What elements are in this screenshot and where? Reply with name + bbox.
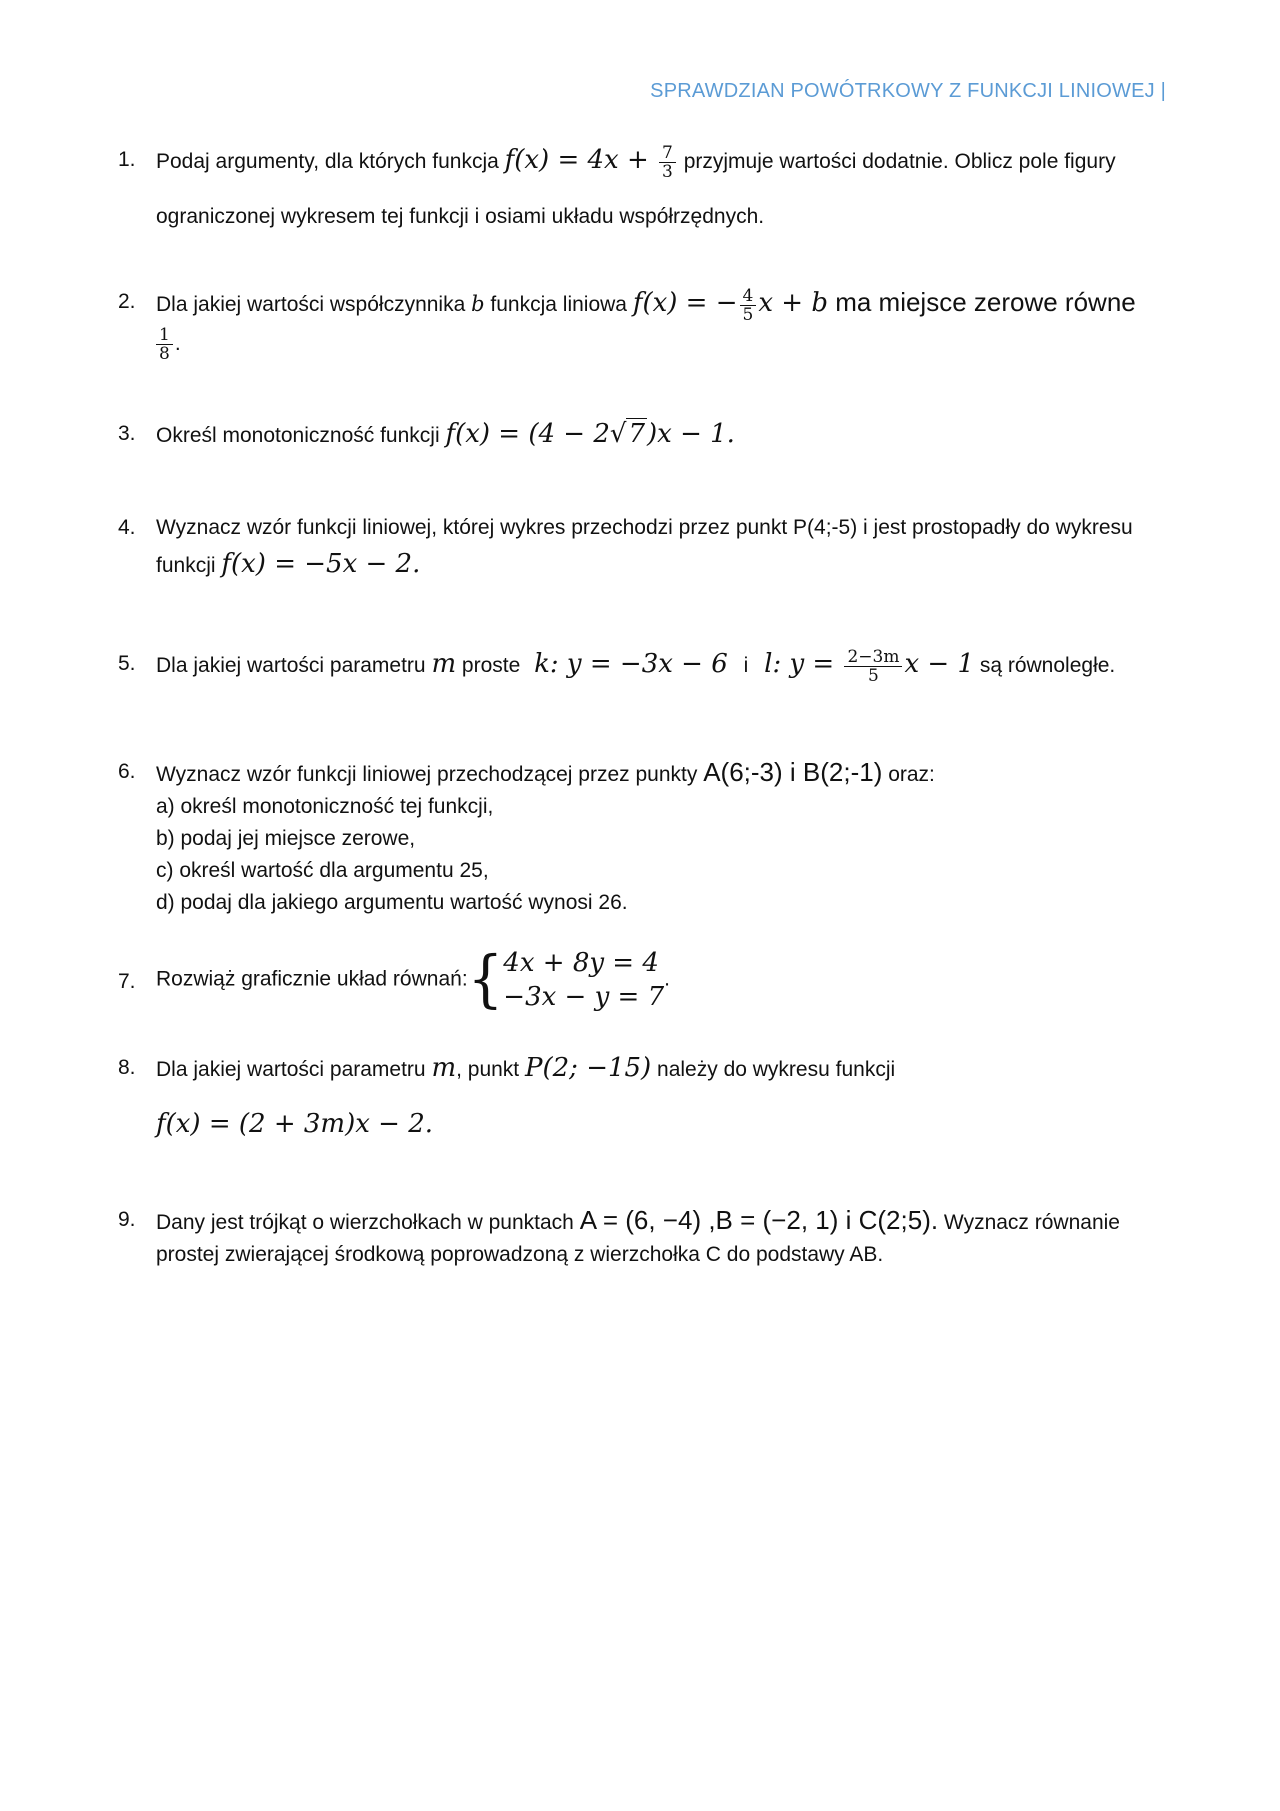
task-text: ograniczonej wykresem tej funkcji i osiami układu współrzędnych.: [156, 205, 765, 228]
formula: f(x) = −: [632, 288, 738, 318]
task-text: ma miejsce zerowe równe: [827, 287, 1136, 317]
formula: f(x) = (4 − 2√: [445, 419, 627, 449]
formula: x − 1: [904, 649, 974, 680]
task-text: Dla jakiej wartości parametru: [156, 654, 432, 678]
task-number: 3.: [118, 422, 136, 445]
equation-2: −3x − y = 7: [503, 982, 665, 1012]
subtask-b: b) podaj jej miejsce zerowe,: [156, 827, 416, 850]
task-text: są równoległe.: [974, 654, 1116, 678]
formula: f(x) = 4x +: [504, 145, 658, 176]
fraction: $\frac{4}{5}$: [740, 287, 757, 324]
variable: m: [431, 649, 457, 680]
task-text: należy do wykresu funkcji: [651, 1058, 896, 1081]
task-text: Rozwiąż graficznie układ równań:: [156, 967, 468, 991]
point: P(2; −15): [524, 1053, 652, 1083]
subtask-c: c) określ wartość dla argumentu 25,: [156, 859, 489, 882]
fraction: $\frac{1}{8}$: [156, 326, 173, 363]
task-number: 1.: [118, 148, 136, 171]
formula: f(x) = (2 + 3m)x − 2.: [156, 1109, 434, 1139]
task-number: 6.: [118, 760, 136, 783]
equation-1: 4x + 8y = 4: [503, 948, 659, 978]
fraction: $\frac{2-3m}{5}$: [844, 648, 902, 685]
equation-system: [503, 946, 664, 1014]
task-number: 2.: [118, 290, 136, 313]
task-text: proste: [456, 654, 527, 678]
formula: k: y = −3x − 6: [534, 649, 728, 680]
formula: l: y =: [764, 649, 843, 680]
task-text: i: [737, 654, 755, 678]
task-text: Wyznacz wzór funkcji liniowej przechodzącej przez punkty: [156, 763, 704, 786]
task-text: Określ monotoniczność funkcji: [156, 424, 446, 447]
page-header: SPRAWDZIAN POWÓTRKOWY Z FUNKCJI LINIOWEJ |: [650, 80, 1166, 102]
system-brace: {: [467, 943, 504, 1016]
task-text: prostej zwierającej środkową poprowadzoną z wierzchołka C do podstawy AB.: [156, 1243, 884, 1266]
task-text: Podaj argumenty, dla których funkcja: [156, 150, 505, 174]
task-text: Wyznacz równanie: [938, 1211, 1120, 1234]
subtask-d: d) podaj dla jakiego argumentu wartość wynosi 26.: [156, 891, 628, 914]
points: A = (6, −4) ,B = (−2, 1) i C(2;5).: [579, 1205, 939, 1235]
formula-root: 7: [628, 419, 645, 449]
formula: )x − 1.: [647, 419, 735, 449]
task-number: 9.: [118, 1208, 136, 1231]
task-number: 4.: [118, 516, 136, 539]
task-text: funkcji: [156, 554, 222, 577]
formula: f(x) = −5x − 2.: [221, 549, 421, 579]
task-text: .: [664, 967, 670, 991]
task-text: .: [174, 332, 181, 355]
subtask-a: a) określ monotoniczność tej funkcji,: [156, 795, 494, 818]
task-number: 5.: [118, 652, 136, 675]
task-text: Dla jakiej wartości współczynnika: [156, 293, 472, 316]
task-text: Dla jakiej wartości parametru: [156, 1058, 432, 1081]
task-text: Wyznacz wzór funkcji liniowej, której wykres przechodzi przez punkt P(4;-5) i jest prostopadły do wykresu: [156, 516, 1133, 539]
task-text: Dany jest trójkąt o wierzchołkach w punktach: [156, 1211, 580, 1234]
points: A(6;-3) i B(2;-1): [703, 757, 883, 787]
task-text: funkcja liniowa: [484, 293, 633, 316]
variable: b: [471, 292, 485, 316]
variable: m: [431, 1053, 457, 1083]
task-number: 7.: [118, 970, 136, 993]
task-number: 8.: [118, 1056, 136, 1079]
fraction: $\frac{7}{3}$: [659, 144, 676, 181]
task-text: , punkt: [456, 1058, 525, 1081]
task-text: przyjmuje wartości dodatnie. Oblicz pole figury: [677, 150, 1116, 174]
task-text: oraz:: [882, 763, 935, 786]
formula: x + b: [758, 288, 828, 318]
